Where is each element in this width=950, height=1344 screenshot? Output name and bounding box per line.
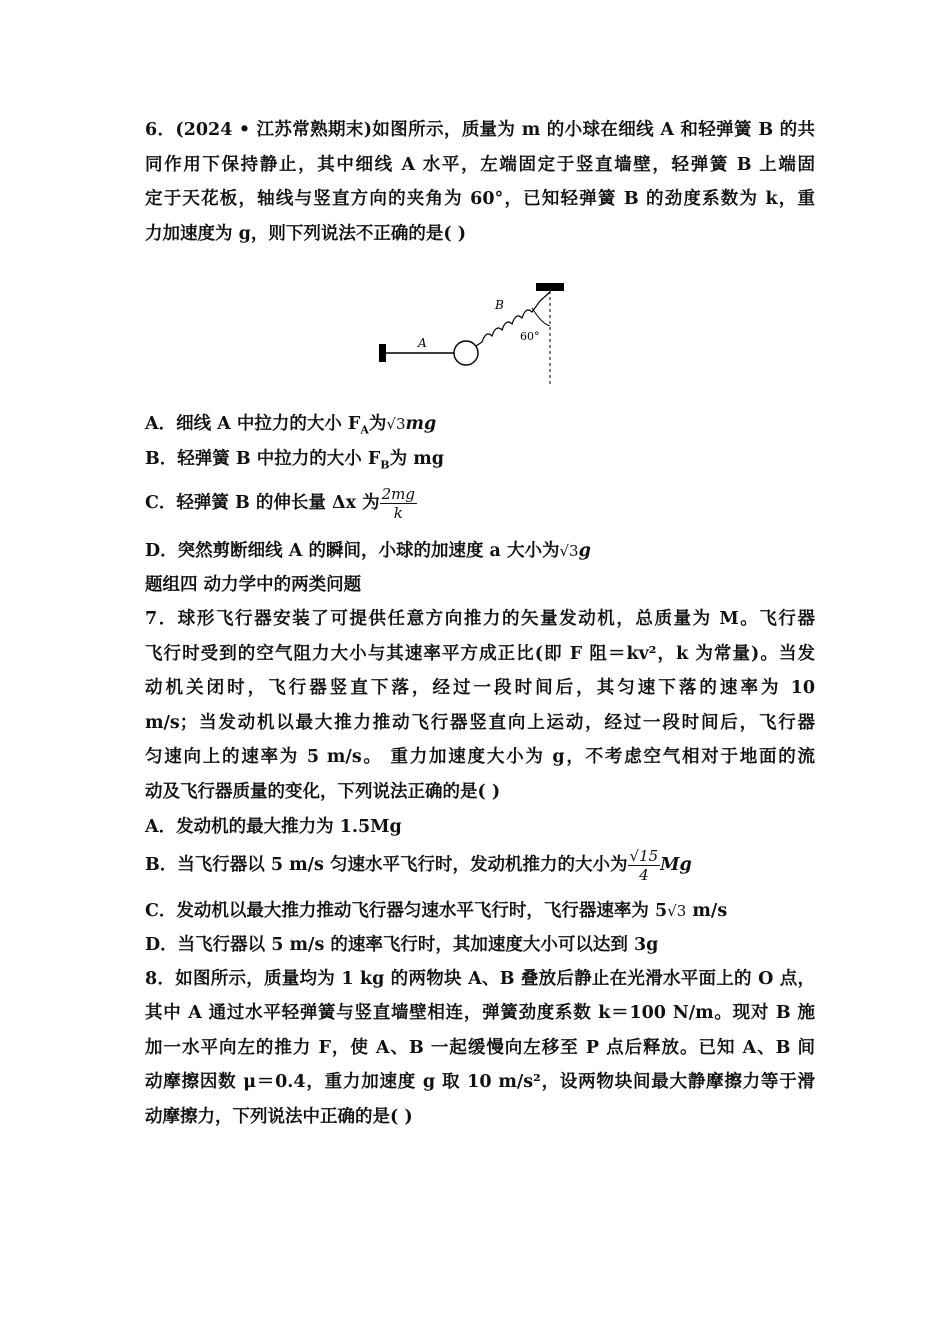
q7-option-b[interactable]: B．当飞行器以 5 m/s 匀速水平飞行时，发动机推力的大小为 $\frac{√15}{4}$ Mg	[145, 846, 692, 884]
q8-line-3: 加一水平向左的推力 F，使 A、B 一起缓慢向左移至 P 点后释放。已知 A、B 间	[145, 1037, 815, 1058]
angle-arc	[532, 308, 550, 326]
q6-option-c[interactable]: C．轻弹簧 B 的伸长量 Δx 为 $\frac{2mg}{k}$	[145, 485, 415, 522]
label-b: B	[495, 298, 504, 312]
q7-line-6: 动及飞行器质量的变化，下列说法正确的是( )	[145, 781, 501, 802]
q7-option-d[interactable]: D．当飞行器以 5 m/s 的速率飞行时，其加速度大小可以达到 3g	[145, 934, 659, 955]
ceiling-block	[536, 283, 564, 291]
q6-option-b[interactable]: B．轻弹簧 B 中拉力的大小 $F_B$为 mg	[145, 449, 444, 472]
wall-block	[379, 344, 386, 362]
q7-line-5: 匀速向上的速率为 5 m/s。 重力加速度大小为 g，不考虑空气相对于地面的流	[145, 747, 815, 768]
q6-line-2: 同作用下保持静止，其中细线 A 水平，左端固定于竖直墙壁，轻弹簧 B 上端固	[145, 154, 815, 175]
q6-options	[145, 412, 815, 1140]
q6-line-4: 力加速度为 g，则下列说法不正确的是( )	[145, 223, 466, 244]
angle-label: 60°	[520, 330, 540, 343]
q7-line-3: 动机关闭时，飞行器竖直下落，经过一段时间后，其匀速下落的速率为 10	[145, 678, 815, 699]
q6-line-1: 6．(2024 • 江苏常熟期末)如图所示，质量为 m 的小球在细线 A 和轻弹簧 B 的共	[145, 120, 815, 140]
q7-line-4: m/s；当发动机以最大推力推动飞行器竖直向上运动，经过一段时间后，飞行器	[145, 712, 815, 733]
q6-line-3: 定于天花板，轴线与竖直方向的夹角为 60°，已知轻弹簧 B 的劲度系数为 k，重	[145, 189, 815, 210]
q8-line-4: 动摩擦因数 μ＝0.4，重力加速度 g 取 10 m/s²，设两物块间最大静摩擦力等于滑	[145, 1072, 815, 1093]
q8-line-2: 其中 A 通过水平轻弹簧与竖直墙壁相连，弹簧劲度系数 k＝100 N/m。现对 B 施	[145, 1003, 815, 1024]
ball	[454, 341, 478, 365]
fraction: $\frac{2mg}{k}$	[381, 485, 415, 522]
label-a: A	[418, 336, 427, 350]
q7-line-1: 7．球形飞行器安装了可提供任意方向推力的矢量发动机，总质量为 M。飞行器	[145, 609, 815, 629]
section-title: 题组四 动力学中的两类问题	[145, 575, 362, 595]
document-page	[145, 118, 815, 256]
q7-option-c[interactable]: C．发动机以最大推力推动飞行器匀速水平飞行时，飞行器速率为 5√3 m/s	[145, 900, 728, 921]
q6-option-a[interactable]: A．细线 A 中拉力的大小 $F_A$为√3mg	[145, 414, 437, 437]
q8-line-5: 动摩擦力，下列说法中正确的是( )	[145, 1106, 413, 1127]
q7-option-a[interactable]: A．发动机的最大推力为 1.5Mg	[145, 816, 402, 837]
q8-line-1: 8．如图所示，质量均为 1 kg 的两物块 A、B 叠放后静止在光滑水平面上的 O 点，	[145, 968, 815, 989]
q6-option-d[interactable]: D．突然剪断细线 A 的瞬间，小球的加速度 a 大小为√3g	[145, 541, 591, 561]
q7-line-2: 飞行时受到的空气阻力大小与其速率平方成正比(即 F 阻＝kv²，k 为常量)。当发	[145, 643, 815, 664]
fraction: $\frac{√15}{4}$	[629, 846, 659, 884]
q6-figure	[370, 276, 570, 386]
ball-spring-diagram	[370, 276, 570, 386]
